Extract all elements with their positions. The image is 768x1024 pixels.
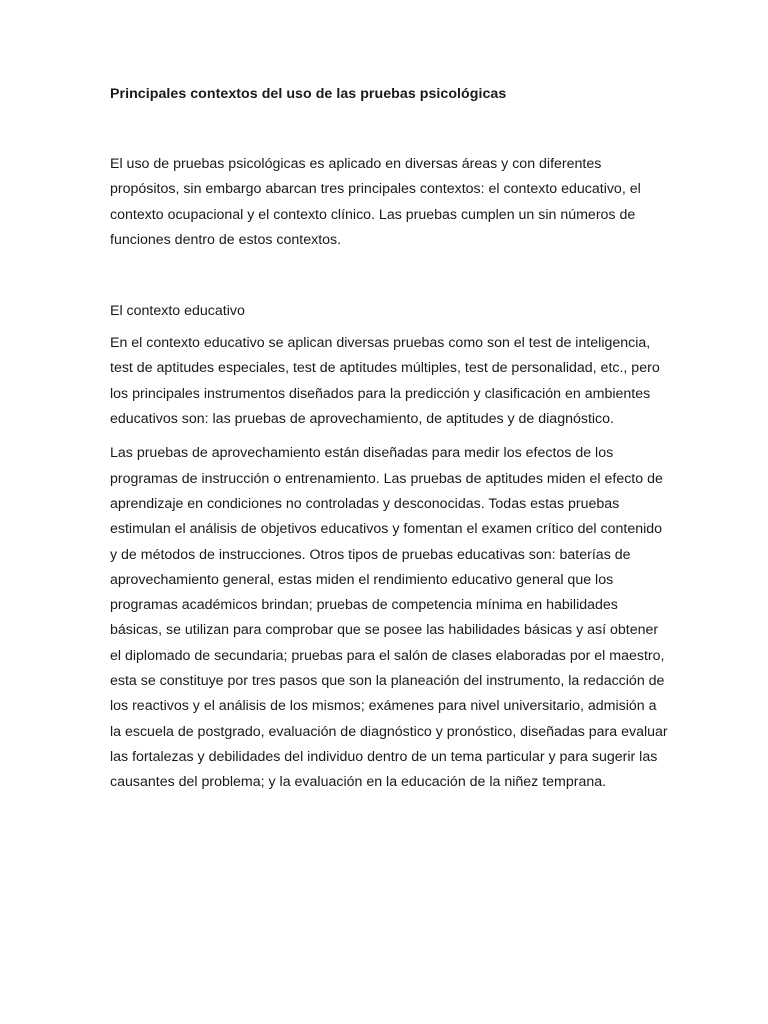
intro-paragraph: El uso de pruebas psicológicas es aplicado en diversas áreas y con diferentes propósitos, sin embargo abarcan tres principales contextos: el contexto educativo, el contexto ocupacional y el contexto clínico. Las pruebas cumplen un sin números de funciones dentro de estos contextos. xyxy=(110,156,641,248)
document-body xyxy=(110,83,670,796)
body-paragraph-2: Las pruebas de aprovechamiento están diseñadas para medir los efectos de los programas de instrucción o entrenamiento. Las pruebas de aptitudes miden el efecto de aprendizaje en condiciones no controladas y desconocidas. Todas estas pruebas estimulan el análisis de objetivos educativos y fomentan el examen crítico del contenido y de métodos de instrucciones. Otros tipos de pruebas educativas son: baterías de aprovechamiento general, estas miden el rendimiento educativo general que los programas académicos brindan; pruebas de competencia mínima en habilidades básicas, se utilizan para comprobar que se posee las habilidades básicas y así obtener el diplomado de secundaria; pruebas para el salón de clases elaboradas por el maestro, esta se constituye por tres pasos que son la planeación del instrumento, la redacción de los reactivos y el análisis de los mismos; exámenes para nivel universitario, admisión a la escuela de postgrado, evaluación de diagnóstico y pronóstico, diseñadas para evaluar las fortalezas y debilidades del individuo dentro de un tema particular y para sugerir las causantes del problema; y la evaluación en la educación de la niñez temprana. xyxy=(110,445,668,791)
section-heading: El contexto educativo xyxy=(110,303,245,320)
document-title: Principales contextos del uso de las pruebas psicológicas xyxy=(110,86,507,102)
body-paragraph-1: En el contexto educativo se aplican diversas pruebas como son el test de inteligencia, test de aptitudes especiales, test de aptitudes múltiples, test de personalidad, etc., pero los principales instrumentos diseñados para la predicción y clasificación en ambientes educativos son: las pruebas de aprovechamiento, de aptitudes y de diagnóstico. xyxy=(110,335,660,428)
